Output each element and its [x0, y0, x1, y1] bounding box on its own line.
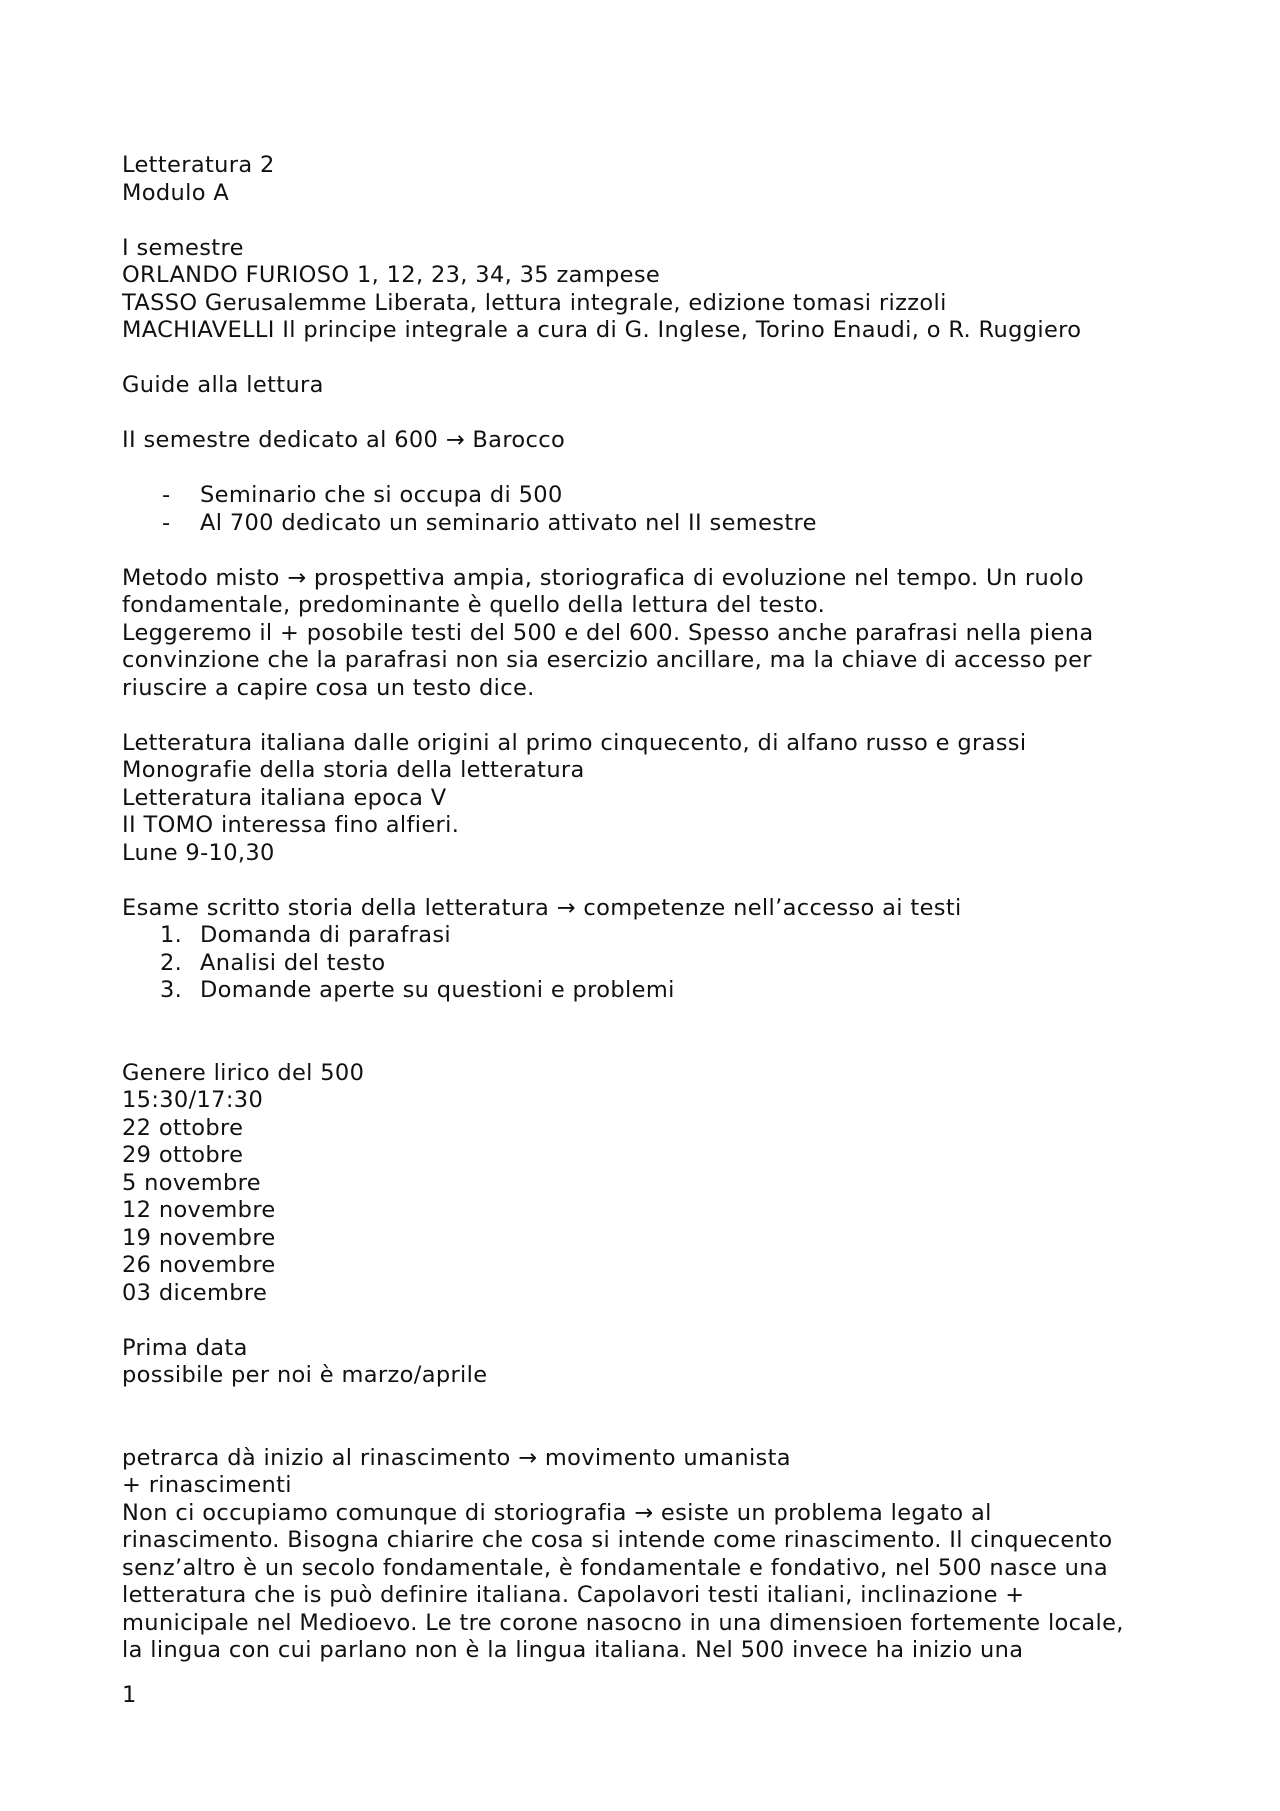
- seminar-date: 26 novembre: [122, 1252, 276, 1278]
- first-semester-heading: I semestre: [122, 234, 244, 261]
- item-number: 2.: [160, 949, 183, 976]
- reading-paragraph: Leggeremo il + posobile testi del 500 e del 600. Spesso anche parafrasi nella piena convinzione che la parafrasi non sia esercizio ancillare, ma la chiave di accesso per riuscire a capire cosa un testo dice.: [122, 619, 1094, 701]
- renaissance-line: + rinascimenti: [122, 1472, 292, 1498]
- document-body: [122, 152, 1172, 1665]
- reading-line: MACHIAVELLI Il principe integrale a cura di G. Inglese, Torino Enaudi, o R. Ruggiero: [122, 317, 1082, 343]
- seminar-time: 15:30/17:30: [122, 1087, 264, 1113]
- schedule-line: Lune 9-10,30: [122, 839, 275, 866]
- bullet-item: [122, 510, 1172, 538]
- page-number: 1: [122, 1682, 137, 1708]
- exam-heading: Esame scritto storia della letteratura → competenze nell’accesso ai testi: [122, 894, 962, 921]
- item-text: Domanda di parafrasi: [200, 922, 452, 948]
- reference-line: Letteratura italiana dalle origini al primo cinquecento, di alfano russo e grassi: [122, 729, 1027, 756]
- item-number: 3.: [160, 977, 183, 1003]
- seminar-date: 12 novembre: [122, 1197, 276, 1223]
- module-label: Modulo A: [122, 179, 230, 206]
- item-text: Analisi del testo: [200, 949, 386, 976]
- first-date-text: possibile per noi è marzo/aprile: [122, 1362, 488, 1388]
- bullet-marker: -: [162, 482, 171, 508]
- seminar-heading: Genere lirico del 500: [122, 1059, 365, 1086]
- bullet-item: [122, 482, 1172, 510]
- bullet-text: Al 700 dedicato un seminario attivato nel II semestre: [200, 509, 817, 536]
- item-text: Domande aperte su questioni e problemi: [200, 977, 675, 1003]
- reading-line: TASSO Gerusalemme Liberata, lettura integrale, edizione tomasi rizzoli: [122, 289, 947, 316]
- renaissance-line: petrarca dà inizio al rinascimento → movimento umanista: [122, 1444, 791, 1471]
- document-title: Letteratura 2: [122, 152, 275, 178]
- reading-line: ORLANDO FURIOSO 1, 12, 23, 34, 35 zampese: [122, 262, 661, 288]
- guides-heading: Guide alla lettura: [122, 372, 324, 398]
- seminar-date: 03 dicembre: [122, 1279, 268, 1306]
- second-semester-heading: II semestre dedicato al 600 → Barocco: [122, 427, 566, 453]
- seminar-date: 29 ottobre: [122, 1142, 244, 1168]
- bullet-marker: -: [162, 509, 171, 536]
- seminar-date: 5 novembre: [122, 1169, 261, 1196]
- seminar-date: 22 ottobre: [122, 1114, 244, 1141]
- method-paragraph: Metodo misto → prospettiva ampia, storiografica di evoluzione nel tempo. Un ruolo fondamentale, predominante è quello della lettura del testo.: [122, 564, 1084, 618]
- reference-line: Monografie della storia della letteratura: [122, 757, 585, 783]
- reference-line: Letteratura italiana epoca V: [122, 784, 447, 811]
- renaissance-paragraph: Non ci occupiamo comunque di storiografia → esiste un problema legato al rinascimento. Bisogna chiarire che cosa si intende come rinascimento. Il cinquecento senz’altro è un secolo fondamentale, è fondamentale e fondativo, nel 500 nasce una letteratura che is può definire italiana. Capolavori testi italiani, inclinazione + municipale nel Medioevo. Le tre corone nasocno in una dimensioen fortemente locale, la lingua con cui parlano non è la lingua italiana. Nel 500 invece ha inizio una: [122, 1499, 1124, 1663]
- numbered-item: [122, 977, 1172, 1005]
- first-date-heading: Prima data: [122, 1334, 248, 1361]
- reference-line: II TOMO interessa fino alfieri.: [122, 812, 460, 838]
- numbered-item: [122, 922, 1172, 950]
- bullet-text: Seminario che si occupa di 500: [200, 482, 563, 508]
- numbered-item: [122, 950, 1172, 978]
- seminar-date: 19 novembre: [122, 1224, 276, 1251]
- item-number: 1.: [160, 922, 183, 948]
